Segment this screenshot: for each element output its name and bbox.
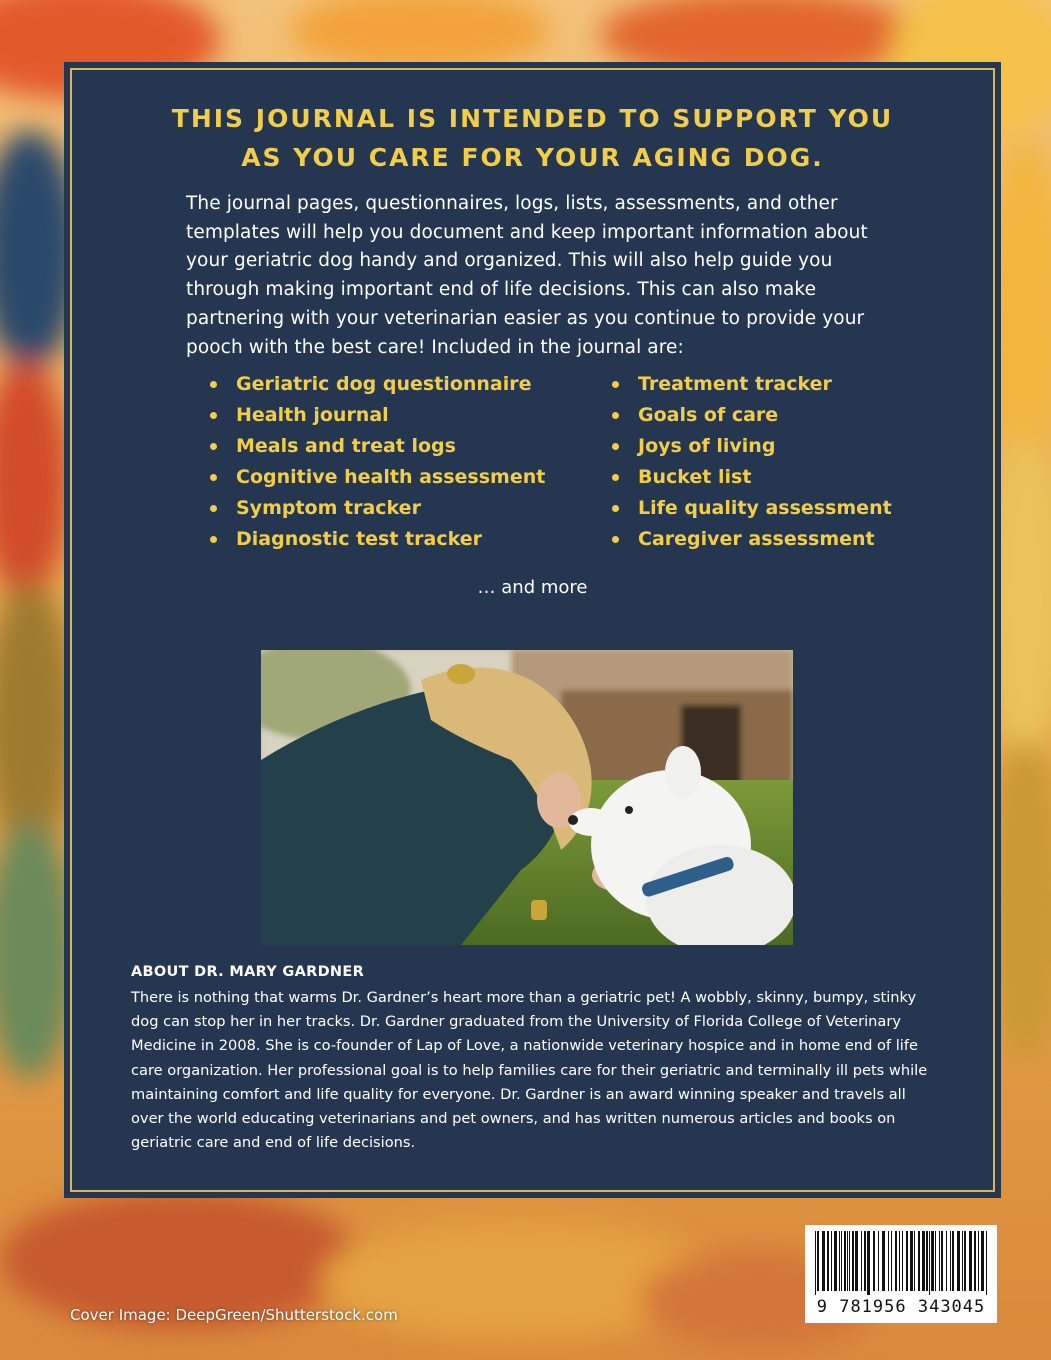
barcode-bar [935,1231,936,1291]
barcode-bar [962,1231,963,1291]
list-item: Joys of living [612,431,892,462]
barcode-bar [899,1231,900,1291]
barcode-bar [910,1231,913,1291]
barcode-bar [822,1231,825,1291]
barcode-bar [873,1231,875,1291]
barcode-bar [815,1231,816,1295]
barcode-bar [891,1231,892,1291]
list-item: Meals and treat logs [210,431,545,462]
barcode-bar [931,1231,934,1291]
text-panel [64,62,1001,1198]
feature-list-right [612,369,892,555]
barcode-bar [902,1231,903,1291]
barcode-bar [964,1231,966,1291]
isbn-number: 9 781956 343045 [816,1297,986,1317]
barcode-bar [834,1231,837,1291]
barcode-bars [805,1225,997,1297]
headline-line-1: THIS JOURNAL IS INTENDED TO SUPPORT YOU [171,104,894,133]
barcode-bar [855,1231,858,1291]
intro-paragraph: The journal pages, questionnaires, logs, lists, assessments, and other templates will help you document and keep important information about your geriatric dog handy and organized. This will also help guide you through making important end of life decisions. This can also make partnering with your veterinarian easier as you continue to provide your pooch with the best care! Included in the journal are: [186,193,868,358]
author-dog-photo [261,650,793,945]
barcode-bar [841,1231,842,1291]
list-item: Treatment tracker [612,369,892,400]
barcode-bar [827,1231,829,1291]
barcode-bar [852,1231,854,1291]
list-item: Health journal [210,400,545,431]
barcode-bar [878,1231,879,1291]
barcode-bar [831,1231,832,1291]
barcode-bar [914,1231,915,1291]
barcode-bar [929,1231,930,1295]
barcode-bar [957,1231,960,1291]
barcode-bar [906,1231,908,1291]
author-photo-illustration [261,650,793,945]
about-heading: ABOUT DR. MARY GARDNER [131,964,365,980]
barcode-bar [926,1231,928,1291]
barcode-bar [952,1231,954,1291]
barcode-bar [941,1231,943,1291]
headline-line-2: AS YOU CARE FOR YOUR AGING DOG. [241,143,824,172]
barcode-bar [861,1231,862,1291]
barcode-bar [839,1231,840,1291]
list-item: Life quality assessment [612,493,892,524]
barcode-bar [986,1231,987,1295]
barcode-bar [946,1231,947,1291]
barcode-bar [844,1231,846,1291]
barcode-bar [978,1231,979,1291]
barcode-bar [981,1231,984,1291]
barcode-bar [849,1231,850,1291]
barcode-bar [950,1231,951,1291]
barcode [805,1225,997,1323]
barcode-bar [922,1231,925,1291]
about-paragraph: There is nothing that warms Dr. Gardner’s heart more than a geriatric pet! A wobbly, skinny, bumpy, stinky dog can stop her in her tracks. Dr. Gardner graduated from the University of Florida College of Veterinary Medicine in 2008. She is co-founder of Lap of Love, a nationwide veterinary hospice and in home end of life care organization. Her professional goal is to help families care for their geriatric and terminally ill pets while maintaining comfort and life quality for everyone. Dr. Gardner is an award winning speaker and travels all over the world educating veterinarians and pet owners, and has written numerous articles and books on geriatric care and end of life decisions. [131,989,928,1152]
barcode-bar [817,1231,819,1291]
list-item: Bucket list [612,462,892,493]
barcode-bar [882,1231,885,1291]
barcode-bar [895,1231,897,1291]
barcode-bar [939,1231,940,1291]
list-item: Caregiver assessment [612,524,892,555]
list-item: Geriatric dog questionnaire [210,369,545,400]
cover-image-credit: Cover Image: DeepGreen/Shutterstock.com [70,1306,398,1324]
barcode-bar [888,1231,889,1291]
feature-list-left [210,369,545,555]
barcode-bar [867,1231,870,1295]
list-item: Diagnostic test tracker [210,524,545,555]
and-more-text: … and more [477,577,588,598]
barcode-bar [847,1231,848,1291]
list-item: Symptom tracker [210,493,545,524]
barcode-bar [969,1231,972,1291]
barcode-bar [864,1231,866,1291]
list-item: Cognitive health assessment [210,462,545,493]
list-item: Goals of care [612,400,892,431]
barcode-bar [918,1231,920,1291]
barcode-bar [974,1231,976,1291]
